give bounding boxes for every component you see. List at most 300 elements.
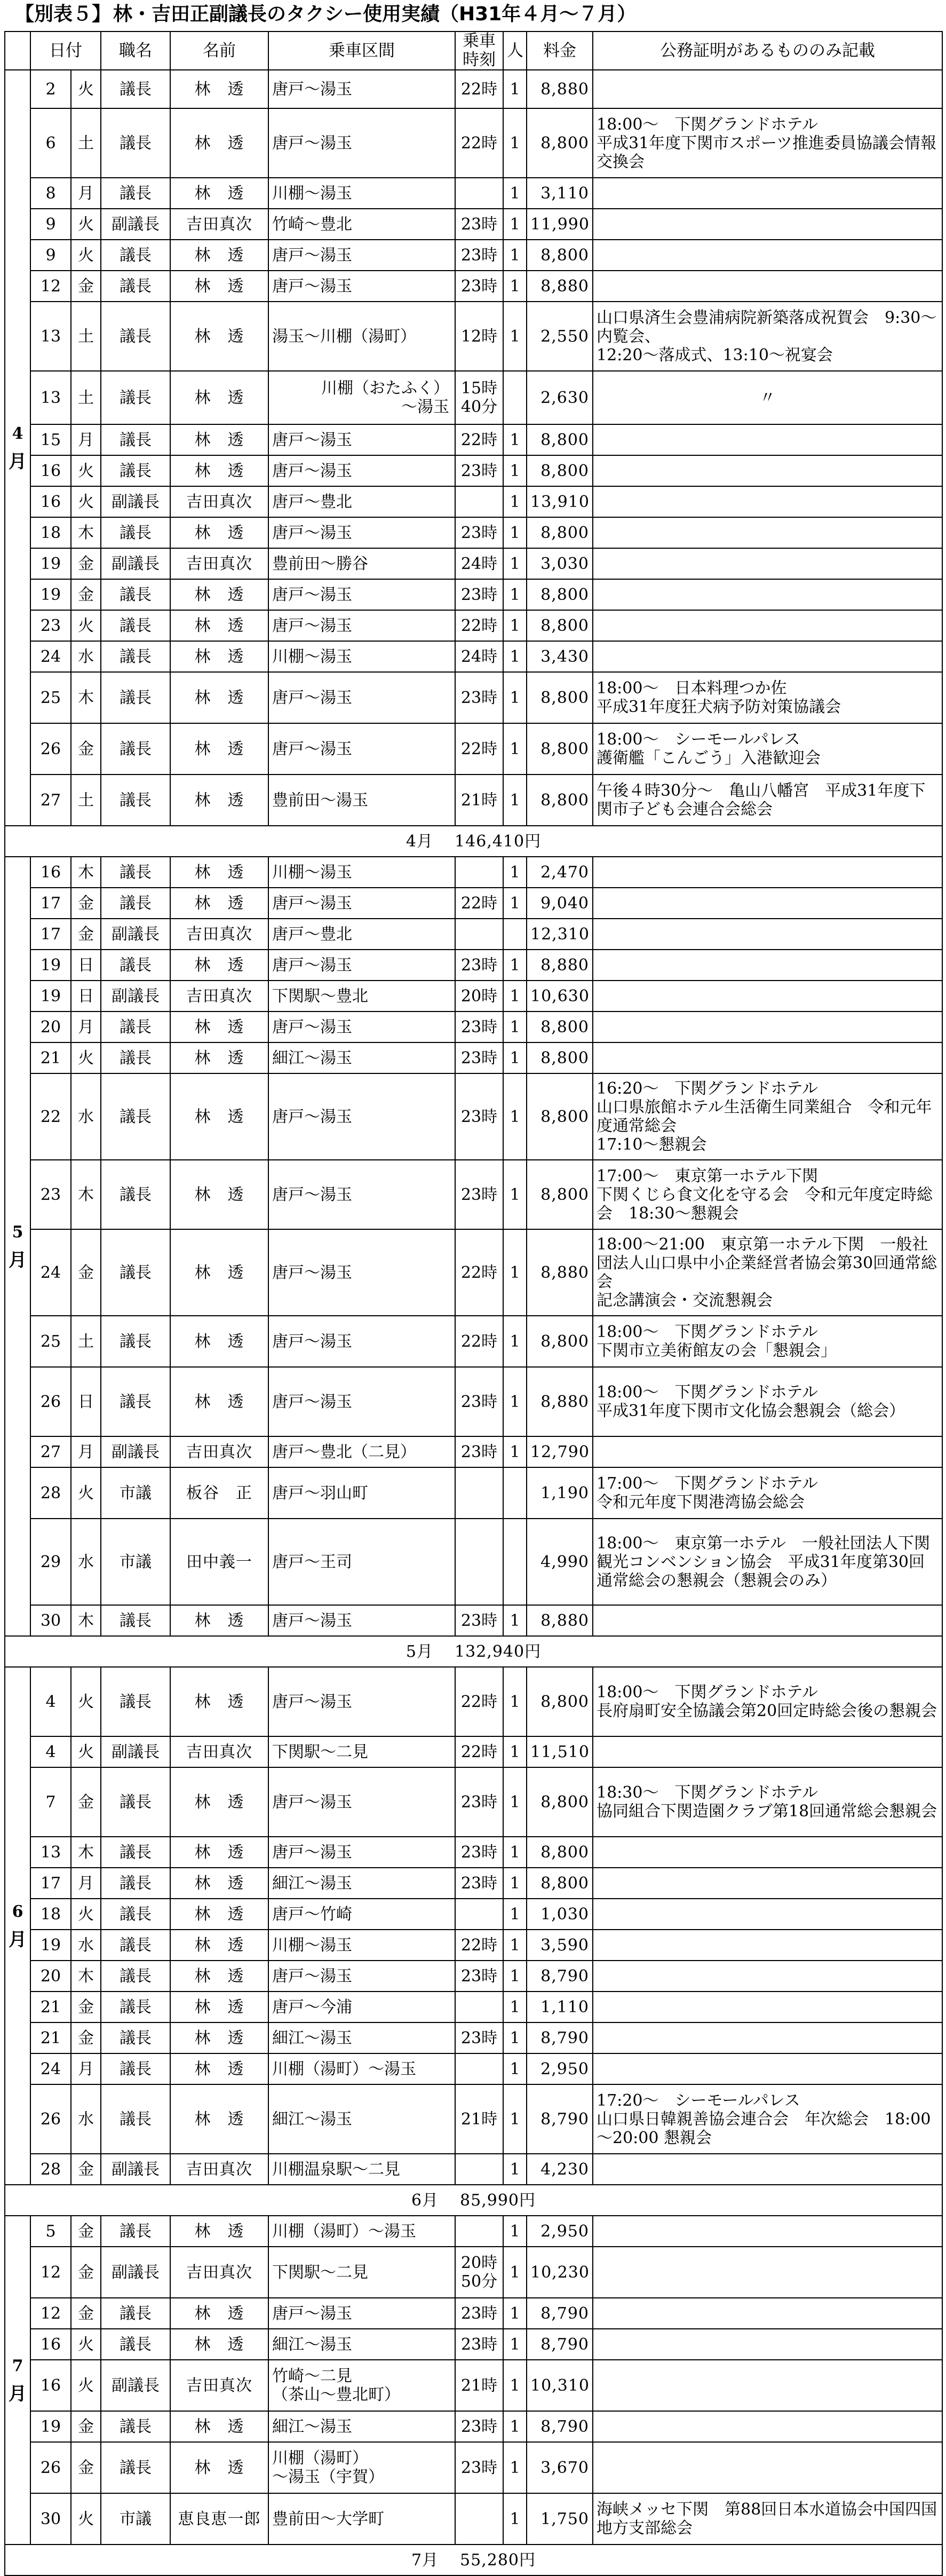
name-cell: 林 透 <box>170 723 268 775</box>
weekday-cell: 火 <box>71 1667 101 1736</box>
time-cell: 20時 50分 <box>455 2247 503 2298</box>
time-cell: 23時 <box>455 1605 503 1636</box>
weekday-cell: 金 <box>71 2442 101 2493</box>
month-suffix: 月 <box>9 451 27 472</box>
weekday-cell: 土 <box>71 108 101 178</box>
route-cell: 豊前田～湯玉 <box>268 775 455 826</box>
day-cell: 21 <box>30 1042 71 1073</box>
weekday-cell: 日 <box>71 981 101 1012</box>
time-cell <box>455 1899 503 1930</box>
day-cell: 28 <box>30 2154 71 2185</box>
subtotal-label: 4月 <box>406 832 434 851</box>
table-row <box>5 302 942 371</box>
table-row <box>5 2411 942 2442</box>
weekday-cell: 金 <box>71 2154 101 2185</box>
count-cell: 1 <box>503 981 527 1012</box>
table-row <box>5 178 942 209</box>
note-cell <box>593 1605 942 1636</box>
count-cell: 1 <box>503 641 527 672</box>
note-cell <box>593 981 942 1012</box>
time-cell <box>455 178 503 209</box>
header-row <box>5 31 942 70</box>
name-cell: 吉田真次 <box>170 1436 268 1467</box>
note-cell <box>593 486 942 517</box>
name-cell: 林 透 <box>170 950 268 981</box>
table-row <box>5 888 942 919</box>
name-cell: 林 透 <box>170 2022 268 2053</box>
route-cell: 竹崎～二見 （茶山～豊北町） <box>268 2360 455 2411</box>
table-row <box>5 240 942 271</box>
weekday-cell: 金 <box>71 2411 101 2442</box>
time-cell: 23時 <box>455 1436 503 1467</box>
subtotal-label: 5月 <box>406 1642 434 1661</box>
taxi-usage-table <box>4 31 943 2576</box>
route-cell: 唐戸～湯玉 <box>268 240 455 271</box>
table-row <box>5 579 942 610</box>
count-cell: 1 <box>503 1736 527 1767</box>
fare-cell: 8,790 <box>527 2329 593 2360</box>
time-cell: 23時 <box>455 1042 503 1073</box>
fare-cell: 8,800 <box>527 1767 593 1837</box>
time-cell: 23時 <box>455 1367 503 1436</box>
subtotal-row <box>5 826 942 857</box>
weekday-cell: 金 <box>71 2022 101 2053</box>
name-cell: 林 透 <box>170 1042 268 1073</box>
count-cell: 1 <box>503 108 527 178</box>
note-cell: 18:00～ 下関グランドホテル 平成31年度下関市スポーツ推進委員協議会情報交換会 <box>593 108 942 178</box>
weekday-cell: 火 <box>71 610 101 641</box>
day-cell: 17 <box>30 888 71 919</box>
time-cell: 23時 <box>455 517 503 548</box>
note-cell <box>593 2154 942 2185</box>
role-cell: 副議長 <box>101 1436 170 1467</box>
weekday-cell: 月 <box>71 1012 101 1042</box>
count-cell: 1 <box>503 1316 527 1367</box>
route-cell: 唐戸～湯玉 <box>268 723 455 775</box>
subtotal-value: 146,410円 <box>455 832 542 851</box>
day-cell: 16 <box>30 2329 71 2360</box>
count-cell: 1 <box>503 271 527 302</box>
header-role: 職名 <box>101 31 170 70</box>
name-cell: 林 透 <box>170 1767 268 1837</box>
note-cell <box>593 548 942 579</box>
time-cell: 22時 <box>455 1316 503 1367</box>
time-cell: 21時 <box>455 775 503 826</box>
route-cell: 唐戸～湯玉 <box>268 1367 455 1436</box>
time-cell: 15時 40分 <box>455 371 503 424</box>
table-row <box>5 1992 942 2022</box>
route-cell: 細江～湯玉 <box>268 2022 455 2053</box>
time-cell: 20時 <box>455 981 503 1012</box>
route-cell: 唐戸～湯玉 <box>268 70 455 108</box>
note-cell <box>593 1868 942 1899</box>
note-cell: 午後４時30分～ 亀山八幡宮 平成31年度下関市子ども会連合会総会 <box>593 775 942 826</box>
fare-cell: 8,800 <box>527 240 593 271</box>
fare-cell: 3,030 <box>527 548 593 579</box>
fare-cell: 8,800 <box>527 1868 593 1899</box>
fare-cell: 8,800 <box>527 775 593 826</box>
day-cell: 13 <box>30 371 71 424</box>
count-cell: 1 <box>503 1436 527 1467</box>
day-cell: 23 <box>30 1160 71 1229</box>
day-cell: 16 <box>30 857 71 888</box>
count-cell: 1 <box>503 857 527 888</box>
month-suffix: 月 <box>9 1929 27 1950</box>
subtotal-row <box>5 2545 942 2575</box>
note-cell <box>593 1992 942 2022</box>
name-cell: 林 透 <box>170 1899 268 1930</box>
table-row <box>5 1229 942 1316</box>
weekday-cell: 土 <box>71 775 101 826</box>
count-cell: 1 <box>503 1767 527 1837</box>
name-cell: 吉田真次 <box>170 981 268 1012</box>
note-cell <box>593 1837 942 1868</box>
fare-cell: 3,670 <box>527 2442 593 2493</box>
role-cell: 議長 <box>101 1899 170 1930</box>
name-cell: 田中義一 <box>170 1519 268 1605</box>
role-cell: 議長 <box>101 857 170 888</box>
role-cell: 議長 <box>101 455 170 486</box>
note-cell: 〃 <box>593 371 942 424</box>
fare-cell: 8,800 <box>527 723 593 775</box>
table-row <box>5 2360 942 2411</box>
day-cell: 5 <box>30 2216 71 2247</box>
fare-cell: 8,800 <box>527 517 593 548</box>
time-cell: 22時 <box>455 723 503 775</box>
weekday-cell: 金 <box>71 1992 101 2022</box>
name-cell: 吉田真次 <box>170 486 268 517</box>
fare-cell: 3,590 <box>527 1930 593 1961</box>
table-row <box>5 2247 942 2298</box>
table-row <box>5 775 942 826</box>
table-row <box>5 2084 942 2154</box>
route-cell: 豊前田～勝谷 <box>268 548 455 579</box>
role-cell: 市議 <box>101 1519 170 1605</box>
month-suffix: 月 <box>9 1250 27 1271</box>
note-cell <box>593 1961 942 1992</box>
fare-cell: 10,230 <box>527 2247 593 2298</box>
fare-cell: 10,630 <box>527 981 593 1012</box>
subtotal-value: 85,990円 <box>460 2191 536 2210</box>
role-cell: 議長 <box>101 888 170 919</box>
subtotal-value: 55,280円 <box>460 2550 536 2570</box>
weekday-cell: 月 <box>71 2053 101 2084</box>
note-cell <box>593 610 942 641</box>
weekday-cell: 木 <box>71 1837 101 1868</box>
count-cell: 1 <box>503 2411 527 2442</box>
route-cell: 唐戸～湯玉 <box>268 271 455 302</box>
role-cell: 副議長 <box>101 209 170 240</box>
route-cell: 唐戸～湯玉 <box>268 1837 455 1868</box>
name-cell: 林 透 <box>170 240 268 271</box>
table-row <box>5 1012 942 1042</box>
table-row <box>5 981 942 1012</box>
count-cell: 1 <box>503 1961 527 1992</box>
route-cell: 唐戸～豊北 <box>268 919 455 950</box>
role-cell: 議長 <box>101 579 170 610</box>
name-cell: 林 透 <box>170 641 268 672</box>
note-cell <box>593 517 942 548</box>
table-row <box>5 455 942 486</box>
route-cell: 唐戸～湯玉 <box>268 672 455 723</box>
route-cell: 唐戸～湯玉 <box>268 108 455 178</box>
weekday-cell: 金 <box>71 548 101 579</box>
subtotal-cell <box>5 2545 942 2575</box>
route-cell: 唐戸～湯玉 <box>268 2298 455 2329</box>
weekday-cell: 木 <box>71 1160 101 1229</box>
subtotal-cell <box>5 2185 942 2216</box>
fare-cell: 10,310 <box>527 2360 593 2411</box>
fare-cell: 2,470 <box>527 857 593 888</box>
day-cell: 13 <box>30 302 71 371</box>
time-cell: 23時 <box>455 1961 503 1992</box>
day-cell: 18 <box>30 1899 71 1930</box>
weekday-cell: 金 <box>71 888 101 919</box>
header-date: 日付 <box>30 31 101 70</box>
name-cell: 林 透 <box>170 302 268 371</box>
table-row <box>5 2493 942 2545</box>
role-cell: 議長 <box>101 371 170 424</box>
time-cell: 21時 <box>455 2084 503 2154</box>
time-cell <box>455 1467 503 1519</box>
time-cell <box>455 1992 503 2022</box>
table-row <box>5 1367 942 1436</box>
header-fare: 料金 <box>527 31 593 70</box>
time-cell: 23時 <box>455 2411 503 2442</box>
table-row <box>5 1519 942 1605</box>
fare-cell: 13,910 <box>527 486 593 517</box>
name-cell: 吉田真次 <box>170 2360 268 2411</box>
note-cell <box>593 2022 942 2053</box>
weekday-cell: 火 <box>71 2329 101 2360</box>
month-suffix: 月 <box>9 2383 27 2405</box>
day-cell: 19 <box>30 1930 71 1961</box>
count-cell <box>503 371 527 424</box>
role-cell: 議長 <box>101 1667 170 1736</box>
fare-cell: 8,800 <box>527 1837 593 1868</box>
fare-cell: 2,550 <box>527 302 593 371</box>
note-cell <box>593 2411 942 2442</box>
note-cell <box>593 2442 942 2493</box>
day-cell: 16 <box>30 2360 71 2411</box>
weekday-cell: 土 <box>71 1316 101 1367</box>
time-cell: 22時 <box>455 1930 503 1961</box>
name-cell: 林 透 <box>170 1667 268 1736</box>
month-cell <box>5 2216 30 2545</box>
day-cell: 25 <box>30 672 71 723</box>
table-row <box>5 1837 942 1868</box>
note-cell: 17:20～ シーモールパレス 山口県日韓親善協会連合会 年次総会 18:00～20:00 懇親会 <box>593 2084 942 2154</box>
count-cell <box>503 919 527 950</box>
day-cell: 18 <box>30 517 71 548</box>
role-cell: 議長 <box>101 1160 170 1229</box>
table-row <box>5 1467 942 1519</box>
note-cell <box>593 209 942 240</box>
header-route: 乗車区間 <box>268 31 455 70</box>
day-cell: 19 <box>30 548 71 579</box>
name-cell: 林 透 <box>170 1992 268 2022</box>
role-cell: 議長 <box>101 108 170 178</box>
day-cell: 25 <box>30 1316 71 1367</box>
time-cell: 23時 <box>455 2329 503 2360</box>
day-cell: 4 <box>30 1667 71 1736</box>
role-cell: 議長 <box>101 672 170 723</box>
count-cell: 1 <box>503 610 527 641</box>
role-cell: 議長 <box>101 2022 170 2053</box>
note-cell <box>593 424 942 455</box>
weekday-cell: 火 <box>71 1736 101 1767</box>
weekday-cell: 金 <box>71 2298 101 2329</box>
time-cell: 22時 <box>455 70 503 108</box>
note-cell <box>593 2298 942 2329</box>
weekday-cell: 月 <box>71 178 101 209</box>
time-cell: 23時 <box>455 455 503 486</box>
fare-cell: 2,630 <box>527 371 593 424</box>
day-cell: 24 <box>30 641 71 672</box>
time-cell: 12時 <box>455 302 503 371</box>
count-cell: 1 <box>503 1899 527 1930</box>
route-cell: 湯玉～川棚（湯町） <box>268 302 455 371</box>
table-row <box>5 209 942 240</box>
header-note: 公務証明があるもののみ記載 <box>593 31 942 70</box>
note-cell <box>593 1012 942 1042</box>
route-cell: 唐戸～羽山町 <box>268 1467 455 1519</box>
note-cell: 18:00～21:00 東京第一ホテル下関 一般社団法人山口県中小企業経営者協会第30回通常総会 記念講演会・交流懇親会 <box>593 1229 942 1316</box>
weekday-cell: 火 <box>71 1042 101 1073</box>
name-cell: 林 透 <box>170 2298 268 2329</box>
weekday-cell: 金 <box>71 919 101 950</box>
name-cell: 吉田真次 <box>170 1736 268 1767</box>
weekday-cell: 水 <box>71 1073 101 1160</box>
role-cell: 議長 <box>101 70 170 108</box>
count-cell: 1 <box>503 209 527 240</box>
time-cell: 23時 <box>455 579 503 610</box>
time-cell <box>455 2053 503 2084</box>
route-cell: 唐戸～湯玉 <box>268 455 455 486</box>
fare-cell: 8,800 <box>527 1160 593 1229</box>
table-row <box>5 919 942 950</box>
weekday-cell: 金 <box>71 1229 101 1316</box>
count-cell: 1 <box>503 2084 527 2154</box>
fare-cell: 12,790 <box>527 1436 593 1467</box>
weekday-cell: 木 <box>71 517 101 548</box>
weekday-cell: 火 <box>71 486 101 517</box>
role-cell: 議長 <box>101 271 170 302</box>
header-name: 名前 <box>170 31 268 70</box>
route-cell: 唐戸～湯玉 <box>268 1667 455 1736</box>
month-number: 6 <box>12 1902 23 1921</box>
role-cell: 議長 <box>101 950 170 981</box>
day-cell: 20 <box>30 1961 71 1992</box>
route-cell: 下関駅～二見 <box>268 1736 455 1767</box>
month-cell <box>5 857 30 1636</box>
time-cell: 23時 <box>455 209 503 240</box>
table-row <box>5 371 942 424</box>
route-cell: 唐戸～豊北（二見） <box>268 1436 455 1467</box>
role-cell: 議長 <box>101 641 170 672</box>
table-row <box>5 2329 942 2360</box>
note-cell <box>593 2329 942 2360</box>
route-cell: 下関駅～二見 <box>268 2247 455 2298</box>
day-cell: 22 <box>30 1073 71 1160</box>
time-cell: 23時 <box>455 1160 503 1229</box>
header-time-bottom: 時刻 <box>463 50 496 69</box>
fare-cell: 8,800 <box>527 1667 593 1736</box>
table-row <box>5 1605 942 1636</box>
route-cell: 川棚温泉駅～二見 <box>268 2154 455 2185</box>
day-cell: 8 <box>30 178 71 209</box>
weekday-cell: 月 <box>71 424 101 455</box>
role-cell: 議長 <box>101 2442 170 2493</box>
day-cell: 29 <box>30 1519 71 1605</box>
route-cell: 川棚～湯玉 <box>268 178 455 209</box>
day-cell: 6 <box>30 108 71 178</box>
note-cell: 17:00～ 下関グランドホテル 令和元年度下関港湾協会総会 <box>593 1467 942 1519</box>
time-cell: 22時 <box>455 610 503 641</box>
note-cell: 17:00～ 東京第一ホテル下関 下関くじら食文化を守る会 令和元年度定時総会 18:30～懇親会 <box>593 1160 942 1229</box>
title-table-number: 【別表５】 <box>15 3 112 25</box>
time-cell: 22時 <box>455 424 503 455</box>
role-cell: 議長 <box>101 240 170 271</box>
day-cell: 12 <box>30 2247 71 2298</box>
weekday-cell: 木 <box>71 1605 101 1636</box>
month-number: 5 <box>12 1223 23 1242</box>
weekday-cell: 土 <box>71 371 101 424</box>
name-cell: 林 透 <box>170 579 268 610</box>
count-cell: 1 <box>503 672 527 723</box>
count-cell: 1 <box>503 455 527 486</box>
day-cell: 15 <box>30 424 71 455</box>
role-cell: 議長 <box>101 302 170 371</box>
day-cell: 28 <box>30 1467 71 1519</box>
route-cell: 唐戸～湯玉 <box>268 424 455 455</box>
table-row <box>5 1073 942 1160</box>
count-cell: 1 <box>503 548 527 579</box>
fare-cell: 12,310 <box>527 919 593 950</box>
table-row <box>5 2053 942 2084</box>
name-cell: 林 透 <box>170 1868 268 1899</box>
fare-cell: 8,790 <box>527 1961 593 1992</box>
fare-cell: 1,030 <box>527 1899 593 1930</box>
weekday-cell: 日 <box>71 950 101 981</box>
role-cell: 議長 <box>101 517 170 548</box>
note-cell <box>593 70 942 108</box>
count-cell: 1 <box>503 517 527 548</box>
name-cell: 林 透 <box>170 2084 268 2154</box>
table-row <box>5 1436 942 1467</box>
fare-cell: 8,790 <box>527 2411 593 2442</box>
count-cell: 1 <box>503 486 527 517</box>
name-cell: 吉田真次 <box>170 209 268 240</box>
count-cell: 1 <box>503 1012 527 1042</box>
title-text: 林・吉田正副議長のタクシー使用実績（H31年４月～７月） <box>113 3 637 25</box>
note-cell <box>593 950 942 981</box>
name-cell: 林 透 <box>170 2329 268 2360</box>
route-cell: 川棚（湯町）～湯玉 <box>268 2053 455 2084</box>
subtotal-label: 6月 <box>411 2191 439 2210</box>
fare-cell: 8,800 <box>527 108 593 178</box>
table-row <box>5 1736 942 1767</box>
weekday-cell: 木 <box>71 1961 101 1992</box>
count-cell: 1 <box>503 2493 527 2545</box>
role-cell: 議長 <box>101 2216 170 2247</box>
weekday-cell: 火 <box>71 1467 101 1519</box>
name-cell: 林 透 <box>170 2411 268 2442</box>
weekday-cell: 金 <box>71 723 101 775</box>
day-cell: 9 <box>30 209 71 240</box>
route-cell: 唐戸～湯玉 <box>268 517 455 548</box>
count-cell: 1 <box>503 1837 527 1868</box>
